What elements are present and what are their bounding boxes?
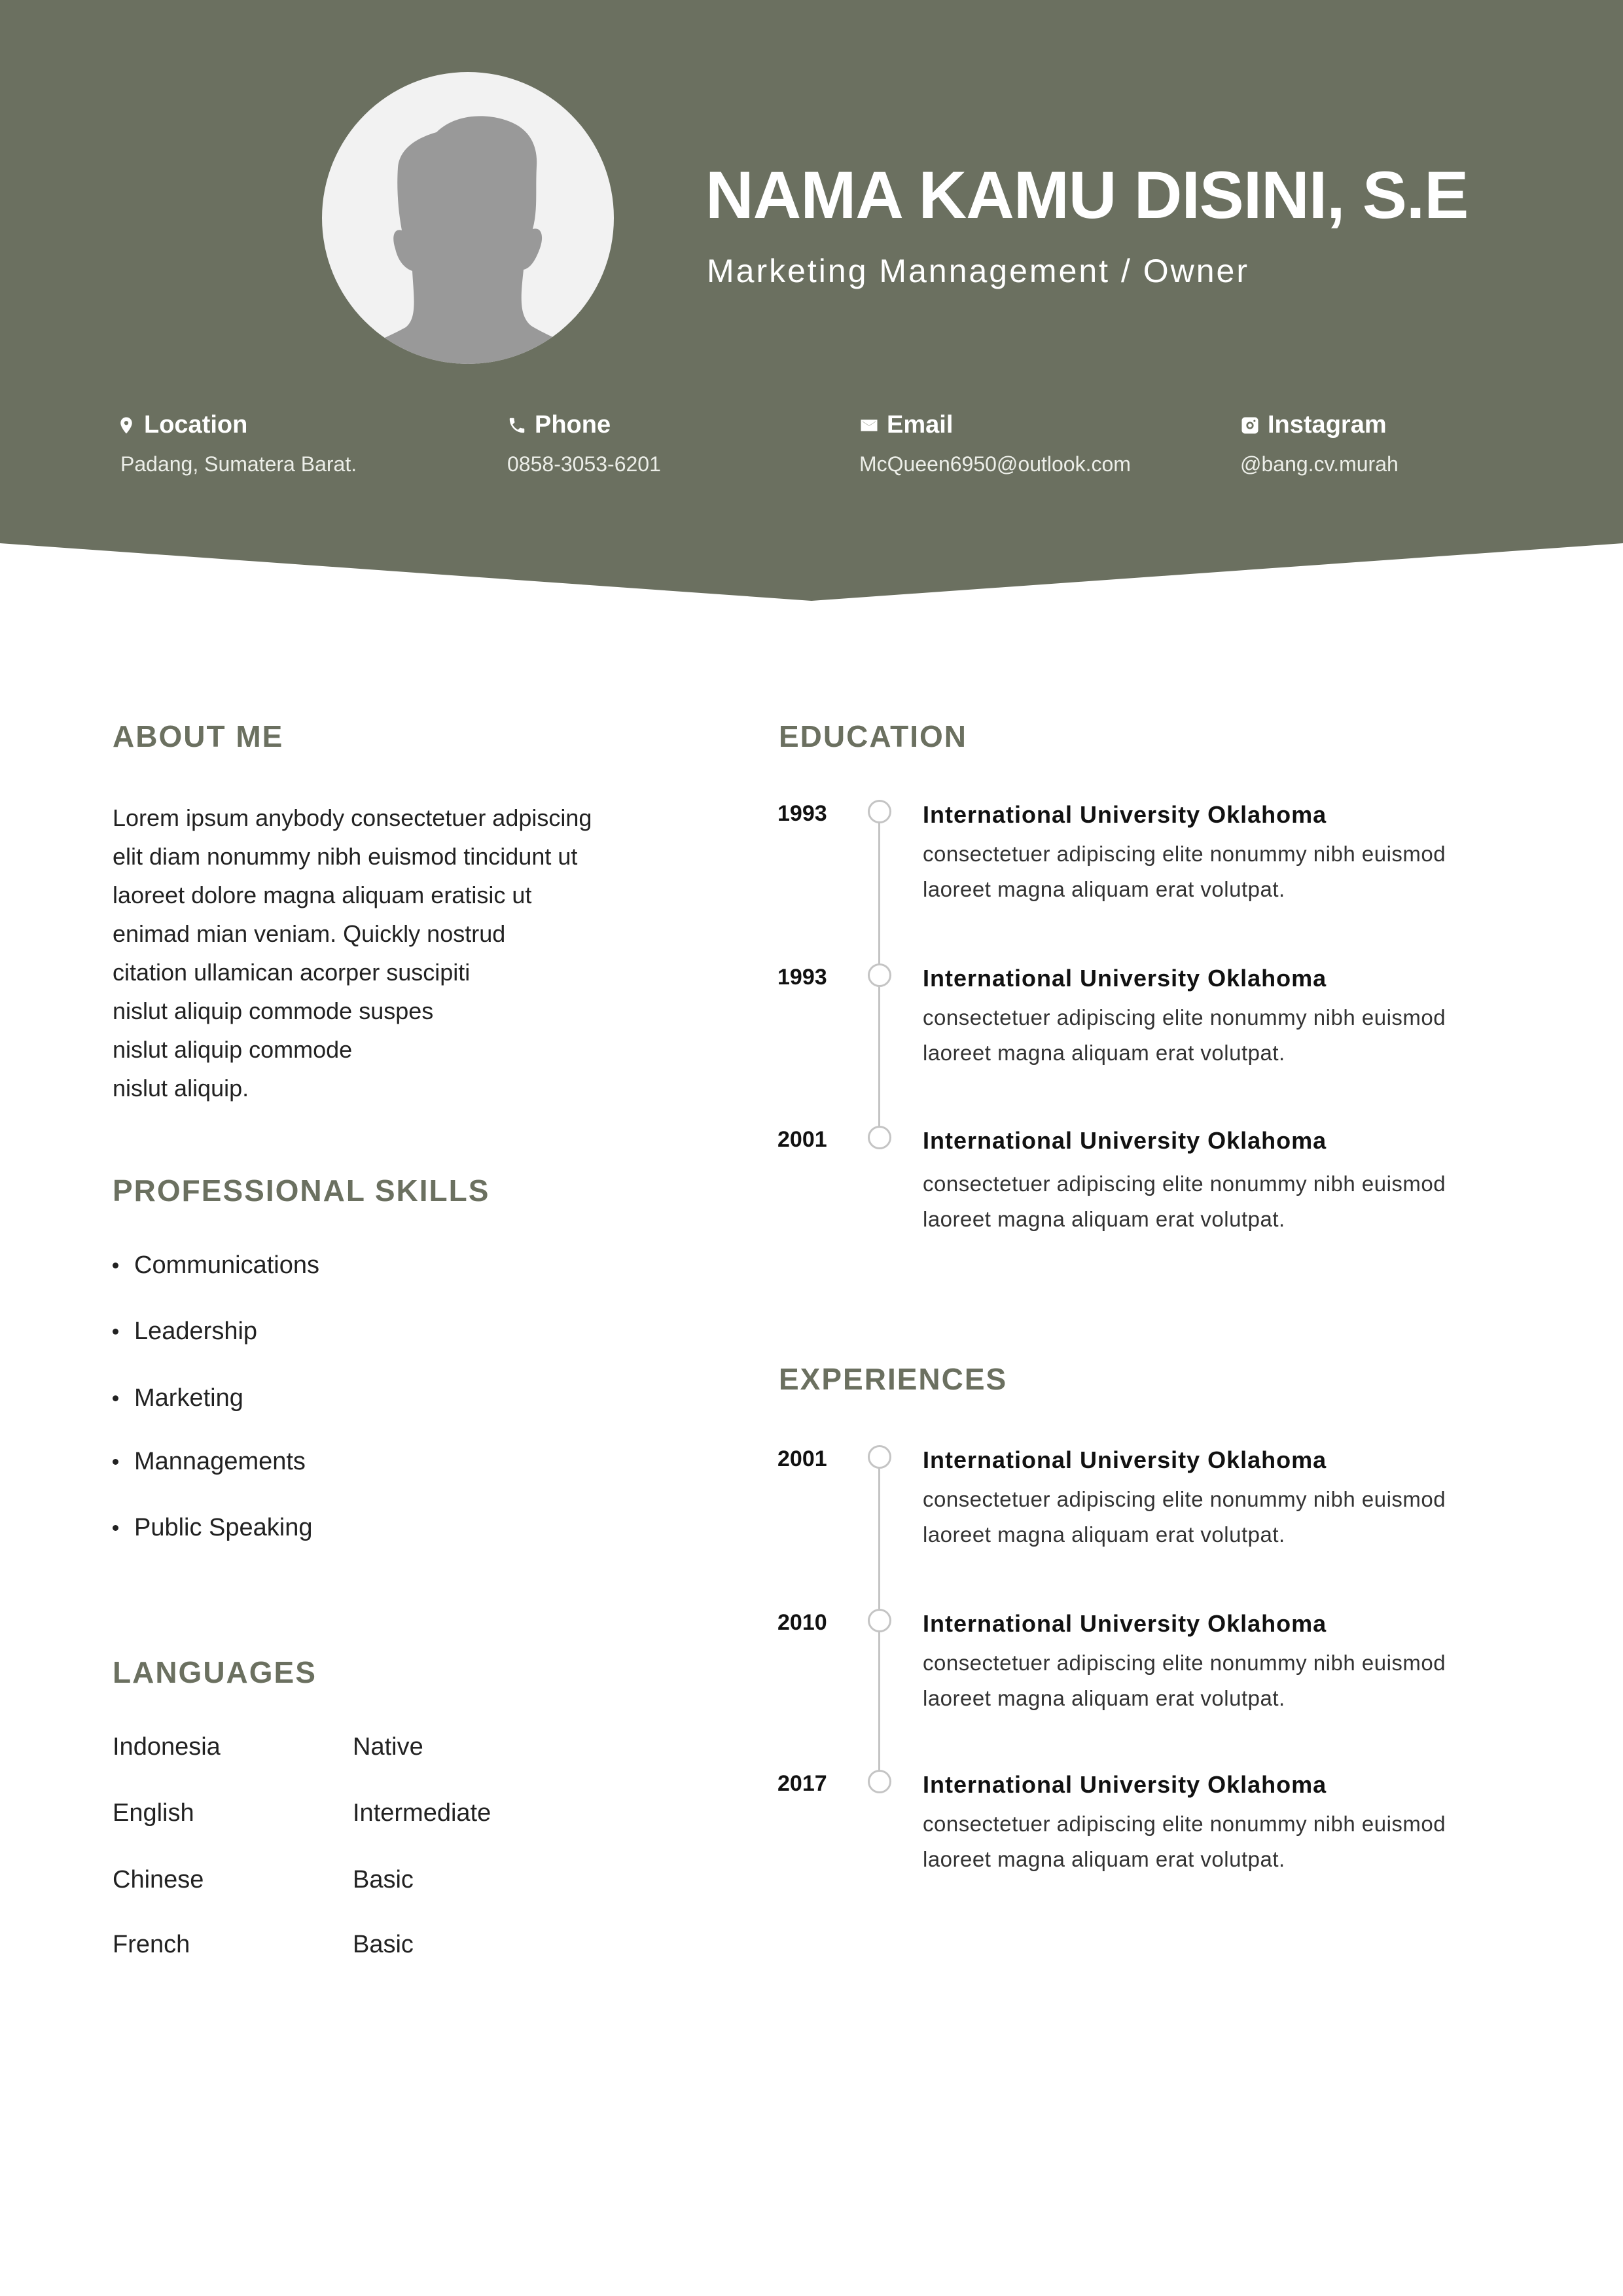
language-name: French [113,1931,190,1958]
about-text [113,798,682,1107]
entry-description: consectetuer adipiscing elite nonummy nibh euismod laoreet magna aliquam erat volutpat. [923,842,1446,901]
entry-description: consectetuer adipiscing elite nonummy nibh euismod laoreet magna aliquam erat volutpat. [923,1812,1446,1871]
skill-label: Communications [134,1251,319,1279]
location-pin-icon [116,416,136,435]
entry-title: International University Oklahoma [923,1610,1327,1637]
about-line: citation ullamican acorper suscipiti [113,959,471,986]
about-heading: ABOUT ME [113,719,284,753]
contact-instagram [1240,411,1399,476]
entry-description: consectetuer adipiscing elite nonummy nibh euismod laoreet magna aliquam erat volutpat. [923,1487,1446,1547]
phone-icon [507,416,527,435]
skill-label: Leadership [134,1318,258,1345]
entry-description: consectetuer adipiscing elite nonummy nibh euismod laoreet magna aliquam erat volutpat. [923,1172,1446,1231]
about-line: nislut aliquip commode suspes [113,997,434,1024]
timeline-node-icon [868,1445,891,1469]
skills-heading: PROFESSIONAL SKILLS [113,1174,490,1208]
person-silhouette-icon [322,72,614,364]
contact-phone-label: Phone [535,411,611,439]
contact-instagram-label: Instagram [1268,411,1387,439]
contact-email-label: Email [887,411,954,439]
about-line: Lorem ipsum anybody consectetuer adpiscing [113,804,592,831]
bullet-icon [113,1525,118,1531]
language-name: English [113,1799,194,1827]
about-line: laoreet dolore magna aliquam eratisic ut [113,882,532,908]
language-name: Indonesia [113,1733,221,1761]
entry-description: consectetuer adipiscing elite nonummy nibh euismod laoreet magna aliquam erat volutpat. [923,1651,1446,1710]
language-level: Basic [353,1866,414,1893]
profile-photo [322,72,614,364]
bullet-icon [113,1395,118,1401]
contact-email [859,411,1131,476]
skill-label: Public Speaking [134,1514,313,1541]
timeline-node-icon [868,1609,891,1632]
entry-year: 1993 [777,965,827,990]
envelope-icon [859,416,879,435]
education-heading: EDUCATION [779,719,968,753]
profile-title: Marketing Mannagement / Owner [707,253,1250,289]
about-line: nislut aliquip. [113,1075,249,1102]
list-item [113,1448,306,1476]
entry-year: 2010 [777,1610,827,1635]
contact-email-value: McQueen6950@outlook.com [859,452,1131,476]
skill-label: Marketing [134,1384,243,1412]
contact-location-label: Location [144,411,248,439]
languages-heading: LANGUAGES [113,1655,317,1689]
bullet-icon [113,1329,118,1335]
entry-title: International University Oklahoma [923,1771,1327,1798]
contact-instagram-value: @bang.cv.murah [1240,452,1399,476]
header-background [0,0,1623,602]
about-line: nislut aliquip commode [113,1036,353,1063]
list-item [113,1514,313,1542]
contact-phone [507,411,661,476]
timeline-node-icon [868,1126,891,1149]
language-level: Native [353,1733,423,1761]
contact-phone-value: 0858-3053-6201 [507,452,661,476]
entry-title: International University Oklahoma [923,1446,1327,1473]
bullet-icon [113,1459,118,1465]
about-line: elit diam nonummy nibh euismod tincidunt ut [113,843,578,870]
entry-title: International University Oklahoma [923,965,1327,992]
skill-label: Mannagements [134,1448,306,1475]
timeline-node-icon [868,800,891,823]
language-level: Basic [353,1931,414,1958]
list-item [113,1251,319,1280]
entry-year: 2001 [777,1127,827,1152]
list-item [113,1384,243,1412]
entry-title: International University Oklahoma [923,1127,1327,1154]
entry-year: 2001 [777,1446,827,1471]
language-level: Intermediate [353,1799,491,1827]
timeline-node-icon [868,963,891,987]
timeline-node-icon [868,1770,891,1793]
language-name: Chinese [113,1866,204,1893]
entry-year: 2017 [777,1771,827,1796]
about-line: enimad mian veniam. Quickly nostrud [113,920,506,947]
entry-description: consectetuer adipiscing elite nonummy nibh euismod laoreet magna aliquam erat volutpat. [923,1005,1446,1065]
entry-year: 1993 [777,801,827,826]
profile-name: NAMA KAMU DISINI, S.E [705,158,1469,232]
contact-location-value: Padang, Sumatera Barat. [120,452,357,476]
bullet-icon [113,1263,118,1268]
list-item [113,1318,257,1346]
experiences-heading: EXPERIENCES [779,1362,1008,1396]
entry-title: International University Oklahoma [923,801,1327,828]
instagram-icon [1240,416,1260,435]
contact-location [116,411,357,476]
